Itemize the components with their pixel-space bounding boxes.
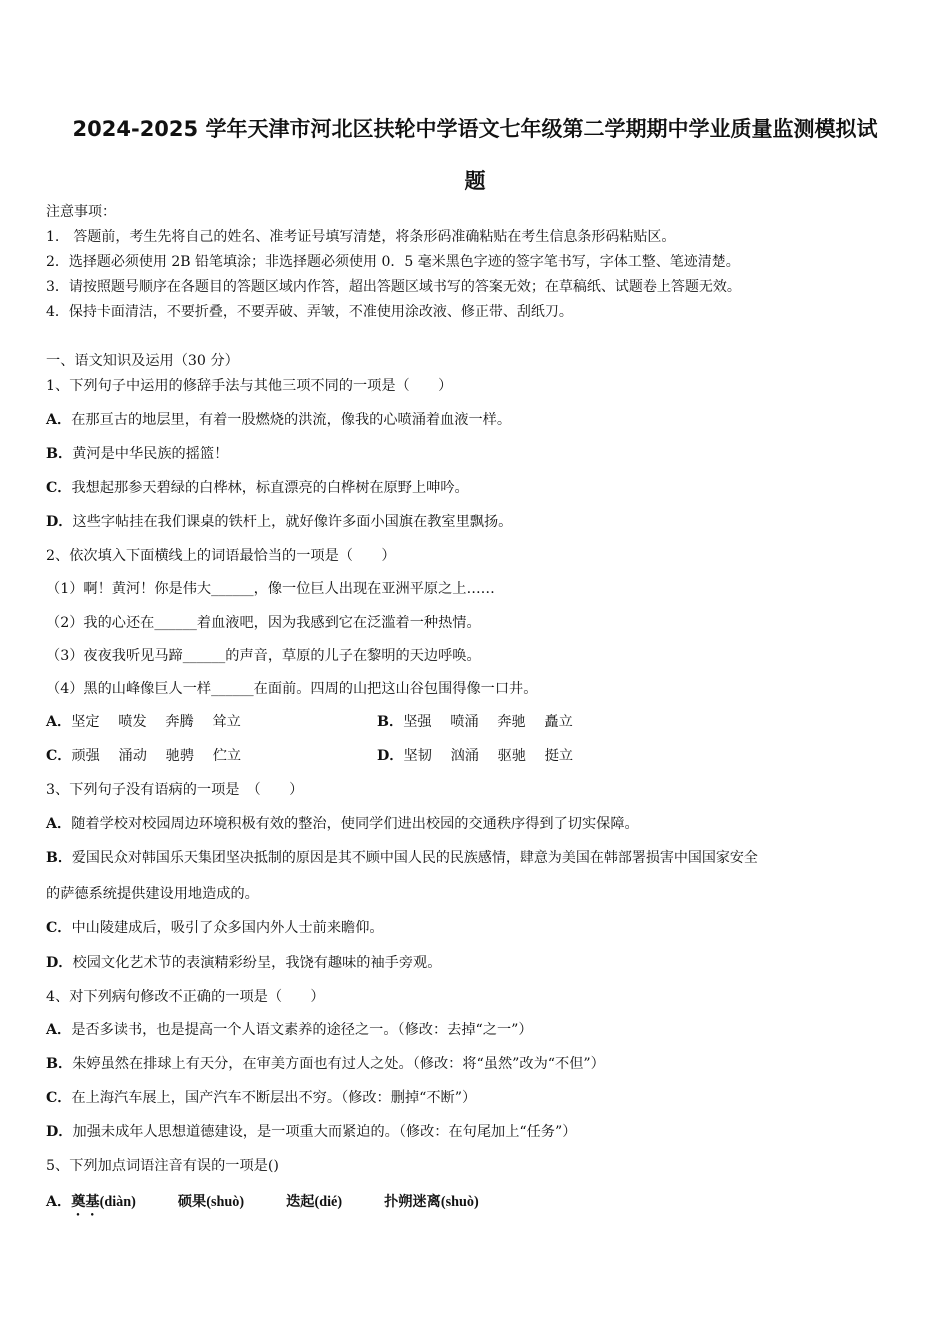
word: 迭起 [286, 1194, 315, 1210]
option-label: D． [46, 514, 73, 530]
option-text: 黄河是中华民族的摇篮！ [72, 446, 229, 462]
option-label: B． [46, 850, 72, 866]
option-text: 加强未成年人思想道德建设，是一项重大而紧迫的。（修改：在句尾加上“任务”） [72, 1124, 577, 1140]
word: 扑朔迷离 [384, 1194, 441, 1210]
option-text: 校园文化艺术节的表演精彩纷呈，我饶有趣味的袖手旁观。 [72, 955, 442, 971]
question-4-option-b [46, 1055, 605, 1073]
question-2-option-d [377, 747, 573, 765]
notice-item: 4．保持卡面清洁，不要折叠，不要弄破、弄皱，不准使用涂改液、修正带、刮纸刀。 [46, 304, 573, 320]
pinyin-word [286, 1193, 342, 1211]
pinyin-word [178, 1193, 244, 1211]
option-text: 坚韧 汹涌 驱驰 挺立 [403, 748, 574, 764]
option-label: B． [46, 446, 73, 462]
question-4-option-a [46, 1021, 533, 1039]
option-label: C． [46, 480, 72, 496]
question-1-option-c [46, 479, 469, 497]
option-label: D． [377, 748, 404, 764]
word: 奠基 [71, 1194, 100, 1210]
question-2-option-c [46, 747, 241, 765]
question-5-stem: 5、下列加点词语注音有误的一项是() [46, 1158, 279, 1174]
option-text: 在上海汽车展上，国产汽车不断层出不穷。（修改：删掉“不断”） [71, 1090, 477, 1106]
option-label: C． [46, 748, 72, 764]
option-text: 中山陵建成后，吸引了众多国内外人士前来瞻仰。 [71, 920, 384, 936]
question-2-option-b [377, 713, 573, 731]
option-text: 坚定 喷发 奔腾 耸立 [71, 714, 241, 730]
question-2-sentence: （3）夜夜我听见马蹄______的声音，草原的儿子在黎明的天边呼唤。 [46, 648, 481, 664]
question-4-option-d [46, 1123, 576, 1141]
question-4-option-c [46, 1089, 476, 1107]
question-2-sentence: （4）黑的山峰像巨人一样______在面前。四周的山把这山谷包围得像一口井。 [46, 681, 538, 697]
option-label: C． [46, 920, 72, 936]
pinyin-word [71, 1193, 136, 1219]
notice-item: 1. 答题前，考生先将自己的姓名、准考证号填写清楚，将条形码准确粘贴在考生信息条形码粘贴区。 [46, 229, 676, 245]
word: 硕果 [177, 1194, 207, 1210]
question-1-stem: 1、下列句子中运用的修辞手法与其他三项不同的一项是（ ） [46, 378, 453, 394]
option-text: 我想起那参天碧绿的白桦林，标直漂亮的白桦树在原野上呻吟。 [71, 480, 469, 496]
option-label: A． [46, 816, 72, 832]
question-2-stem: 2、依次填入下面横线上的词语最恰当的一项是（ ） [46, 548, 396, 564]
question-1-option-d [46, 513, 512, 531]
option-label: D． [46, 1124, 73, 1140]
notice-item: 2．选择题必须使用 2B 铅笔填涂；非选择题必须使用 0．5 毫米黑色字迹的签字笔书写，字体工整、笔迹清楚。 [46, 254, 740, 270]
option-text: 随着学校对校园周边环境积极有效的整治，使同学们进出校园的交通秩序得到了切实保障。 [71, 816, 639, 832]
question-3-option-a [46, 815, 639, 833]
option-label: A． [46, 1194, 72, 1210]
option-text: 爱国民众对韩国乐天集团坚决抵制的原因是其不顾中国人民的民族感情，肆意为美国在韩部署损害中国国家安全 [71, 850, 758, 866]
question-4-stem: 4、对下列病句修改不正确的一项是（ ） [46, 989, 325, 1005]
option-text: 在那亘古的地层里，有着一股燃烧的洪流，像我的心喷涌着血液一样。 [71, 412, 512, 428]
question-3-stem: 3、下列句子没有语病的一项是 （ ） [46, 782, 304, 798]
page-title-continued: 题 [464, 169, 486, 193]
pinyin: (dié) [314, 1194, 343, 1210]
question-2-sentence: （1）啊！黄河！你是伟大______，像一位巨人出现在亚洲平原之上…… [46, 581, 495, 597]
page-title: 2024-2025 学年天津市河北区扶轮中学语文七年级第二学期期中学业质量监测模拟试 [72, 117, 878, 141]
pinyin: (shuò) [440, 1194, 479, 1210]
question-3-option-b-continued [46, 885, 259, 903]
question-1-option-b [46, 445, 228, 463]
option-label: B． [377, 714, 404, 730]
question-5-option-a [46, 1193, 521, 1219]
option-text: 这些字帖挂在我们课桌的铁杆上，就好像许多面小国旗在教室里飘扬。 [72, 514, 513, 530]
option-label: A． [46, 714, 72, 730]
notice-heading: 注意事项： [46, 204, 116, 220]
option-label: A． [46, 1022, 72, 1038]
option-text: 坚强 喷涌 奔驰 矗立 [403, 714, 573, 730]
option-text: 的萨德系统提供建设用地造成的。 [46, 886, 259, 902]
question-3-option-c [46, 919, 384, 937]
question-3-option-d [46, 954, 441, 972]
question-2-sentence: （2）我的心还在______着血液吧，因为我感到它在泛滥着一种热情。 [46, 615, 481, 631]
option-text: 朱婷虽然在排球上有天分，在审美方面也有过人之处。（修改：将“虽然”改为“不但”） [72, 1056, 605, 1072]
option-label: A． [46, 412, 72, 428]
option-text: 顽强 涌动 驰骋 伫立 [71, 748, 242, 764]
option-text: 是否多读书，也是提高一个人语文素养的途径之一。（修改：去掉“之一”） [71, 1022, 533, 1038]
pinyin: (diàn) [99, 1194, 136, 1210]
option-label: C． [46, 1090, 72, 1106]
option-label: D． [46, 955, 73, 971]
notice-item: 3．请按照题号顺序在各题目的答题区域内作答，超出答题区域书写的答案无效；在草稿纸、试题卷上答题无效。 [46, 279, 741, 295]
pinyin: (shuò) [206, 1194, 245, 1210]
option-label: B． [46, 1056, 73, 1072]
section-heading: 一、语文知识及运用（30 分） [46, 353, 239, 369]
question-1-option-a [46, 411, 511, 429]
pinyin-word [384, 1193, 479, 1211]
question-2-option-a [46, 713, 241, 731]
question-3-option-b [46, 849, 758, 867]
